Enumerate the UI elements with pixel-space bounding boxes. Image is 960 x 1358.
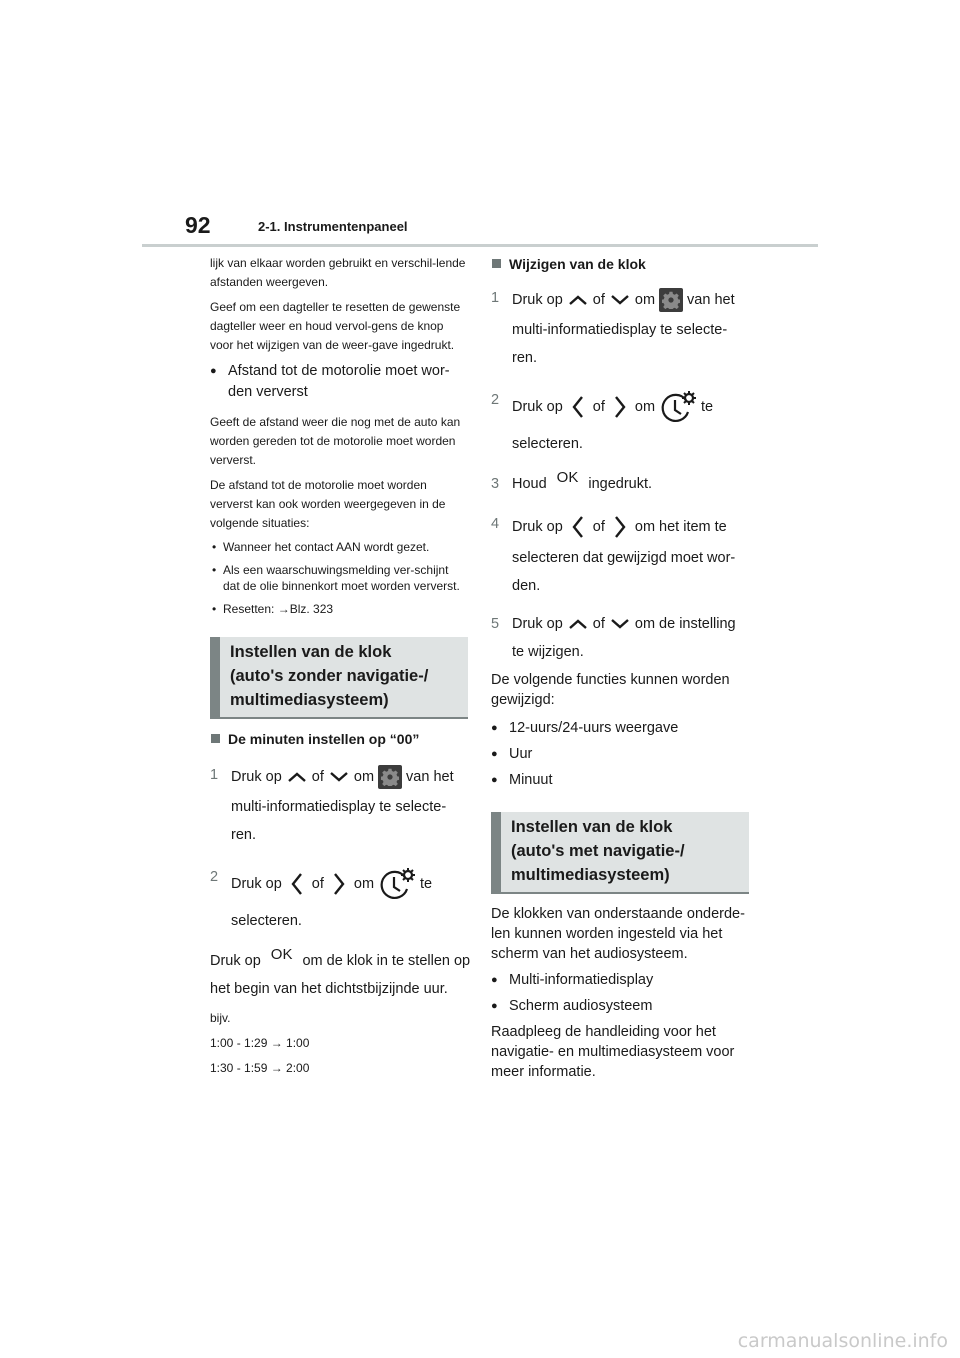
example-label: bijv. <box>210 1011 231 1025</box>
list-item: • Resetten: →Blz. 323 <box>210 601 468 617</box>
step-text: Druk op <box>512 616 563 632</box>
minutes-subhead: De minuten instellen op “00” <box>210 729 468 749</box>
example-line: 1:30 - 1:59 → 2:00 <box>210 1061 310 1075</box>
box-title-line: multimediasysteem) <box>511 866 670 884</box>
example-line: 1:00 - 1:29 → 1:00 <box>210 1036 310 1050</box>
step-text: selecteren dat gewijzigd moet wor- <box>512 550 736 566</box>
step-text: of <box>592 292 605 308</box>
list-item: ● Scherm audiosysteem <box>491 996 749 1016</box>
intro-paragraph-2: Geef om een dagteller te resetten de gewenste dagteller weer en houd vervol-gens de knop voor het wijzigen van de weer-gave ingedrukt. <box>210 300 461 352</box>
box-title-line: Instellen van de klok <box>230 643 392 661</box>
ok-button-icon: OK <box>556 469 579 486</box>
step-text: Druk op <box>512 519 563 535</box>
step-text: Druk op <box>512 292 563 308</box>
clock-heading-with-nav <box>491 812 749 894</box>
step-text: Druk op <box>512 399 563 415</box>
section-title: 2-1. Instrumentenpaneel <box>258 219 408 234</box>
step-text: van het <box>406 769 454 785</box>
right-step-5 <box>491 614 749 662</box>
chevron-down-icon <box>609 293 631 307</box>
step-text: van het <box>687 292 735 308</box>
step-text: of <box>592 399 605 415</box>
box-title-line: (auto's met navigatie-/ <box>511 842 685 860</box>
right-step-4 <box>491 514 749 596</box>
list-item: ● Uur <box>491 744 749 764</box>
step-text: Druk op <box>231 876 282 892</box>
header-rule <box>142 244 818 247</box>
chevron-down-icon <box>609 617 631 631</box>
step-text: om <box>634 292 656 308</box>
right-step-1 <box>491 288 749 368</box>
paragraph-text: om de klok in te stellen op <box>302 953 471 969</box>
chevron-right-icon <box>609 394 631 420</box>
list-item: • Als een waarschuwingsmelding ver-schijnt dat de olie binnenkort moet worden ververst. <box>210 562 468 594</box>
page-number: 92 <box>185 212 211 238</box>
chevron-up-icon <box>567 293 589 307</box>
box-title-line: (auto's zonder navigatie-/ <box>230 667 429 685</box>
paragraph-text: het begin van het dichtstbijzijnde uur. <box>210 981 448 997</box>
step-number: 3 <box>491 476 500 492</box>
step-text: selecteren. <box>512 436 583 452</box>
chevron-up-icon <box>286 770 308 784</box>
situation-list <box>210 539 468 617</box>
step-number: 1 <box>210 767 219 783</box>
step-text: multi-informatiedisplay te selecte- <box>231 799 447 815</box>
step-text: ren. <box>231 827 256 843</box>
step-text: om <box>353 769 375 785</box>
right-step-3 <box>491 469 749 494</box>
step-text: Druk op <box>231 769 282 785</box>
oil-desc-1: Geeft de afstand weer die nog met de auto kan worden gereden tot de motorolie moet worden ververst. <box>210 415 461 467</box>
right-step-2 <box>491 390 749 454</box>
step-text: om <box>634 399 656 415</box>
step-text: te wijzigen. <box>512 644 584 660</box>
ok-button-icon: OK <box>270 946 293 963</box>
step-text: den. <box>512 578 541 594</box>
box-title-line: Instellen van de klok <box>511 818 673 836</box>
left-step-2 <box>210 867 468 931</box>
settings-gear-icon <box>378 765 402 789</box>
chevron-down-icon <box>328 770 350 784</box>
list-item: ● 12-uurs/24-uurs weergave <box>491 718 749 738</box>
step-number: 2 <box>210 869 219 885</box>
oil-distance-heading: ● Afstand tot de motorolie moet wor-den ververst <box>210 361 468 403</box>
page-header <box>0 0 960 250</box>
chevron-left-icon <box>567 394 589 420</box>
functions-intro: De volgende functies kunnen worden gewijzigd: <box>491 672 730 708</box>
watermark: carmanualsonline.info <box>737 1330 948 1352</box>
step-number: 2 <box>491 392 500 408</box>
step-text: om het item te <box>634 519 727 535</box>
step-text: ren. <box>512 350 537 366</box>
clock-settings-icon <box>378 867 416 901</box>
list-item: ● Minuut <box>491 770 749 790</box>
paragraph-text: Druk op <box>210 953 261 969</box>
box-title-line: multimediasysteem) <box>230 691 389 709</box>
list-item: ● Multi-informatiedisplay <box>491 970 749 990</box>
step-text: te <box>420 876 433 892</box>
chevron-right-icon <box>609 514 631 540</box>
clock-settings-icon <box>659 390 697 424</box>
right-column <box>491 254 749 1088</box>
oil-desc-2: De afstand tot de motorolie moet worden ververst kan ook worden weergegeven in de volgende situaties: <box>210 478 446 530</box>
step-text: om de instelling <box>634 616 736 632</box>
step-text: of <box>311 769 324 785</box>
step-text: of <box>592 519 605 535</box>
step-text: om <box>353 876 375 892</box>
step-text: of <box>592 616 605 632</box>
chevron-right-icon <box>328 871 350 897</box>
step-text: ingedrukt. <box>588 476 653 492</box>
ok-paragraph <box>210 946 471 999</box>
step-text: te <box>701 399 714 415</box>
step-text: of <box>311 876 324 892</box>
clock-heading-no-nav <box>210 637 468 719</box>
closing-paragraph: Raadpleeg de handleiding voor het navigatie- en multimediasysteem voor meer informatie. <box>491 1024 735 1080</box>
step-text: Houd <box>512 476 547 492</box>
intro-paragraph-1: lijk van elkaar worden gebruikt en verschil-lende afstanden weergeven. <box>210 256 466 289</box>
change-clock-subhead: Wijzigen van de klok <box>491 254 749 274</box>
step-number: 4 <box>491 516 500 532</box>
chevron-up-icon <box>567 617 589 631</box>
left-step-1 <box>210 765 468 845</box>
step-number: 5 <box>491 616 500 632</box>
chevron-left-icon <box>286 871 308 897</box>
step-text: multi-informatiedisplay te selecte- <box>512 322 728 338</box>
step-number: 1 <box>491 290 500 306</box>
clocks-intro: De klokken van onderstaande onderde-len kunnen worden ingesteld via het scherm van het audiosysteem. <box>491 906 745 962</box>
left-column <box>210 254 471 1084</box>
chevron-left-icon <box>567 514 589 540</box>
list-item: • Wanneer het contact AAN wordt gezet. <box>210 539 468 555</box>
settings-gear-icon <box>659 288 683 312</box>
step-text: selecteren. <box>231 913 302 929</box>
